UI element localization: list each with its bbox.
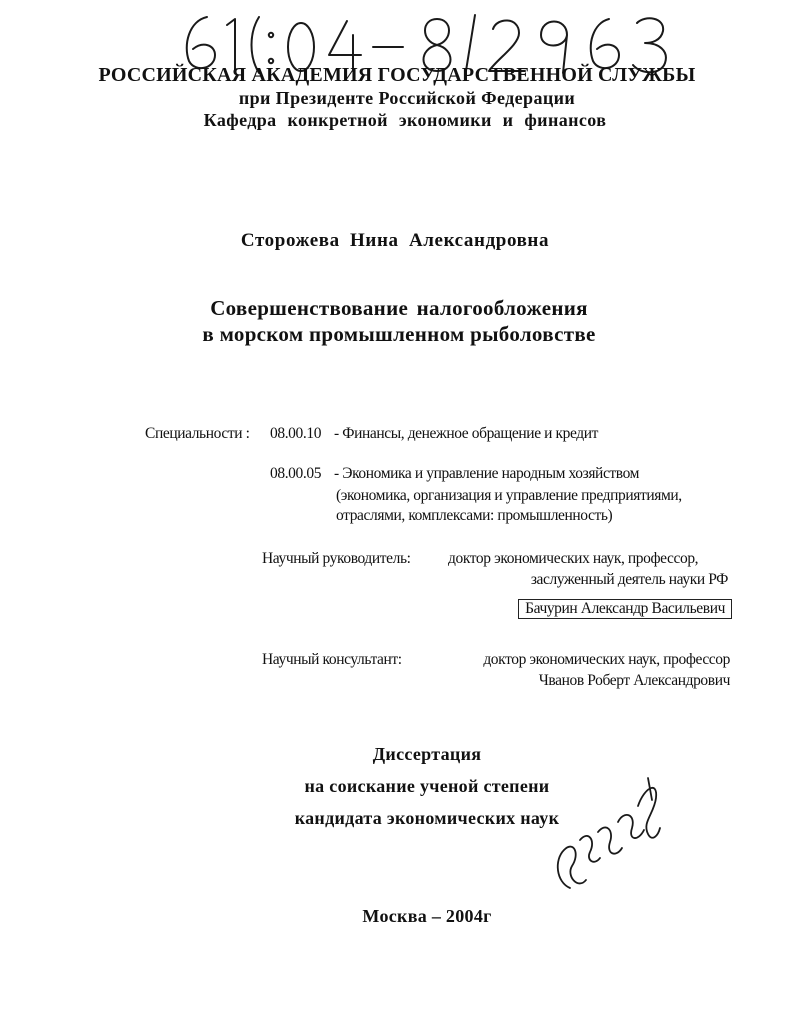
dissertation-field-line: кандидата экономических наук: [294, 808, 560, 828]
specialty-name-cont: (экономика, организация и управление предприятиями,: [336, 487, 682, 504]
supervisor-honor: заслуженный деятель науки РФ: [530, 571, 728, 588]
supervisor-label: Научный руководитель:: [262, 550, 411, 567]
department-name: Кафедра конкретной экономики и финансов: [203, 110, 607, 130]
thesis-title-line2: в морском промышленном рыболовстве: [202, 322, 596, 346]
supervisor-degree: доктор экономических наук, профессор,: [448, 550, 699, 567]
specialties-label: Специальности :: [145, 425, 250, 442]
specialty-code: 08.00.05: [270, 465, 322, 482]
supervisor-name: Бачурин Александр Васильевич: [518, 599, 732, 619]
consultant-degree: доктор экономических наук, профессор: [483, 651, 730, 668]
dissertation-degree-line: на соискание ученой степени: [304, 776, 550, 796]
specialty-name-cont: отраслями, комплексами: промышленность): [336, 507, 613, 524]
dissertation-label: Диссертация: [372, 744, 482, 764]
specialty-name: - Финансы, денежное обращение и кредит: [334, 425, 599, 442]
specialty-name: - Экономика и управление народным хозяйством: [334, 465, 640, 482]
author-name: Сторожева Нина Александровна: [240, 230, 550, 251]
specialty-code: 08.00.10: [270, 425, 322, 442]
consultant-label: Научный консультант:: [262, 651, 402, 668]
president-subtitle: при Президенте Российской Федерации: [238, 88, 576, 108]
academy-name: РОССИЙСКАЯ АКАДЕМИЯ ГОСУДАРСТВЕННОЙ СЛУЖБЫ: [98, 64, 696, 86]
city-year: Москва – 2004г: [362, 906, 492, 926]
consultant-name: Чванов Роберт Александрович: [538, 672, 730, 689]
signature-handwritten: [540, 770, 670, 910]
thesis-title-line1: Совершенствование налогообложения: [210, 296, 588, 320]
